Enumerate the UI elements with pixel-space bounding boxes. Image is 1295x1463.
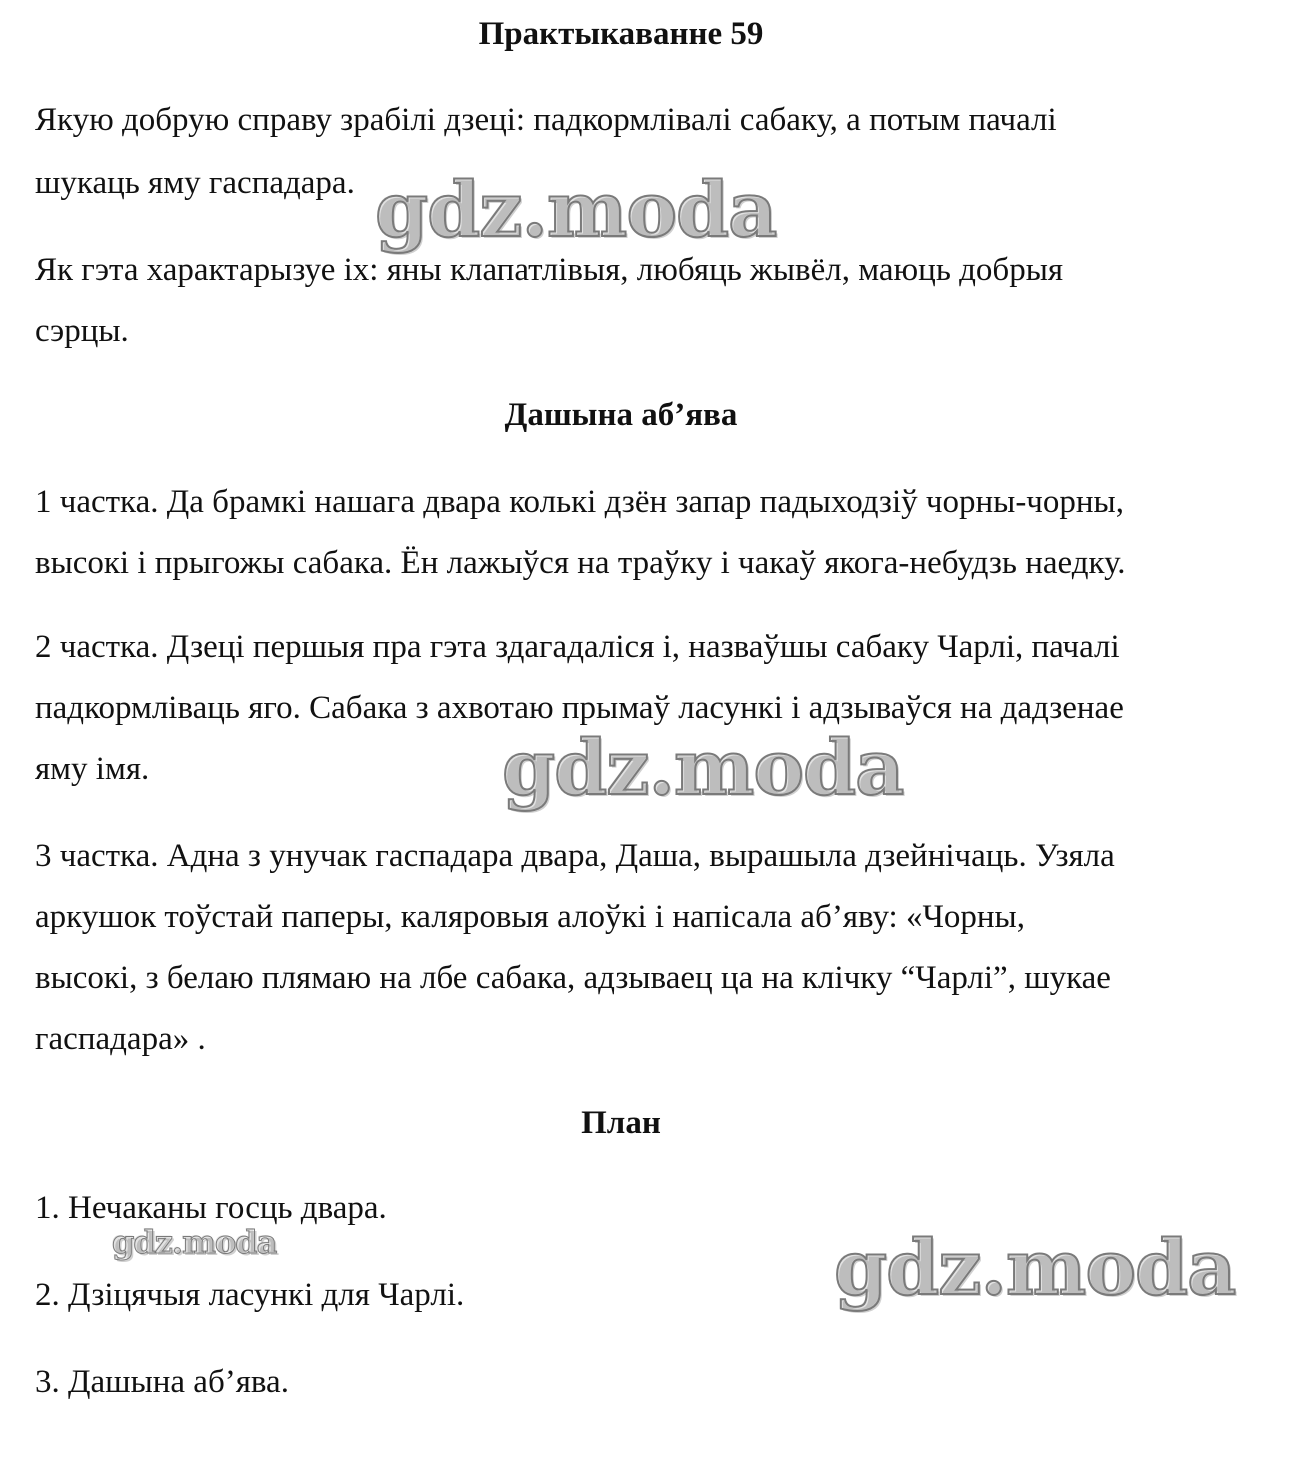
watermark: gdz.moda bbox=[375, 165, 777, 254]
question-2-line-2: сэрцы. bbox=[35, 313, 129, 349]
page-title: Практыкаванне 59 bbox=[478, 16, 764, 52]
part-2-line-1: 2 частка. Дзеці першыя пра гэта здагадаліся і, назваўшы сабаку Чарлі, пачалі bbox=[35, 629, 1120, 665]
question-2-line-1: Як гэта характарызуе іх: яны клапатлівыя, любяць жывёл, маюць добрыя bbox=[35, 252, 1064, 288]
part-1-line-2: высокі і прыгожы сабака. Ён лажыўся на траўку і чакаў якога-небудзь наедку. bbox=[35, 545, 1126, 581]
part-1-line-1: 1 частка. Да брамкі нашага двара колькі дзён запар падыходзіў чорны-чорны, bbox=[35, 484, 1124, 520]
part-2-line-2: падкормліваць яго. Сабака з ахвотаю прымаў ласункі і адзываўся на дадзенае bbox=[35, 690, 1124, 726]
watermark: gdz.moda bbox=[112, 1223, 277, 1261]
part-3-line-3: высокі, з белаю плямаю на лбе сабака, адзываец ца на клічку “Чарлі”, шукае bbox=[35, 960, 1111, 996]
plan-item: 1. Нечаканы госць двара. bbox=[35, 1190, 387, 1226]
plan-item: 2. Дзіцячыя ласункі для Чарлі. bbox=[35, 1277, 465, 1313]
part-3-line-1: 3 частка. Адна з унучак гаспадара двара, Даша, вырашыла дзейнічаць. Узяла bbox=[35, 838, 1115, 874]
part-3-line-4: гаспадара» . bbox=[35, 1021, 206, 1057]
watermark: gdz.moda bbox=[834, 1223, 1236, 1312]
story-heading: Дашына аб’ява bbox=[504, 397, 738, 433]
plan-heading: План bbox=[581, 1105, 661, 1141]
question-1-line-2: шукаць яму гаспадара. bbox=[35, 165, 355, 201]
part-2-line-3: яму імя. bbox=[35, 751, 150, 787]
plan-item: 3. Дашына аб’ява. bbox=[35, 1364, 289, 1400]
question-1-line-1: Якую добрую справу зрабілі дзеці: падкормлівалі сабаку, а потым пачалі bbox=[35, 102, 1057, 138]
watermark: gdz.moda bbox=[502, 723, 904, 812]
part-3-line-2: аркушок тоўстай паперы, каляровыя алоўкі і напісала аб’яву: «Чорны, bbox=[35, 899, 1025, 935]
